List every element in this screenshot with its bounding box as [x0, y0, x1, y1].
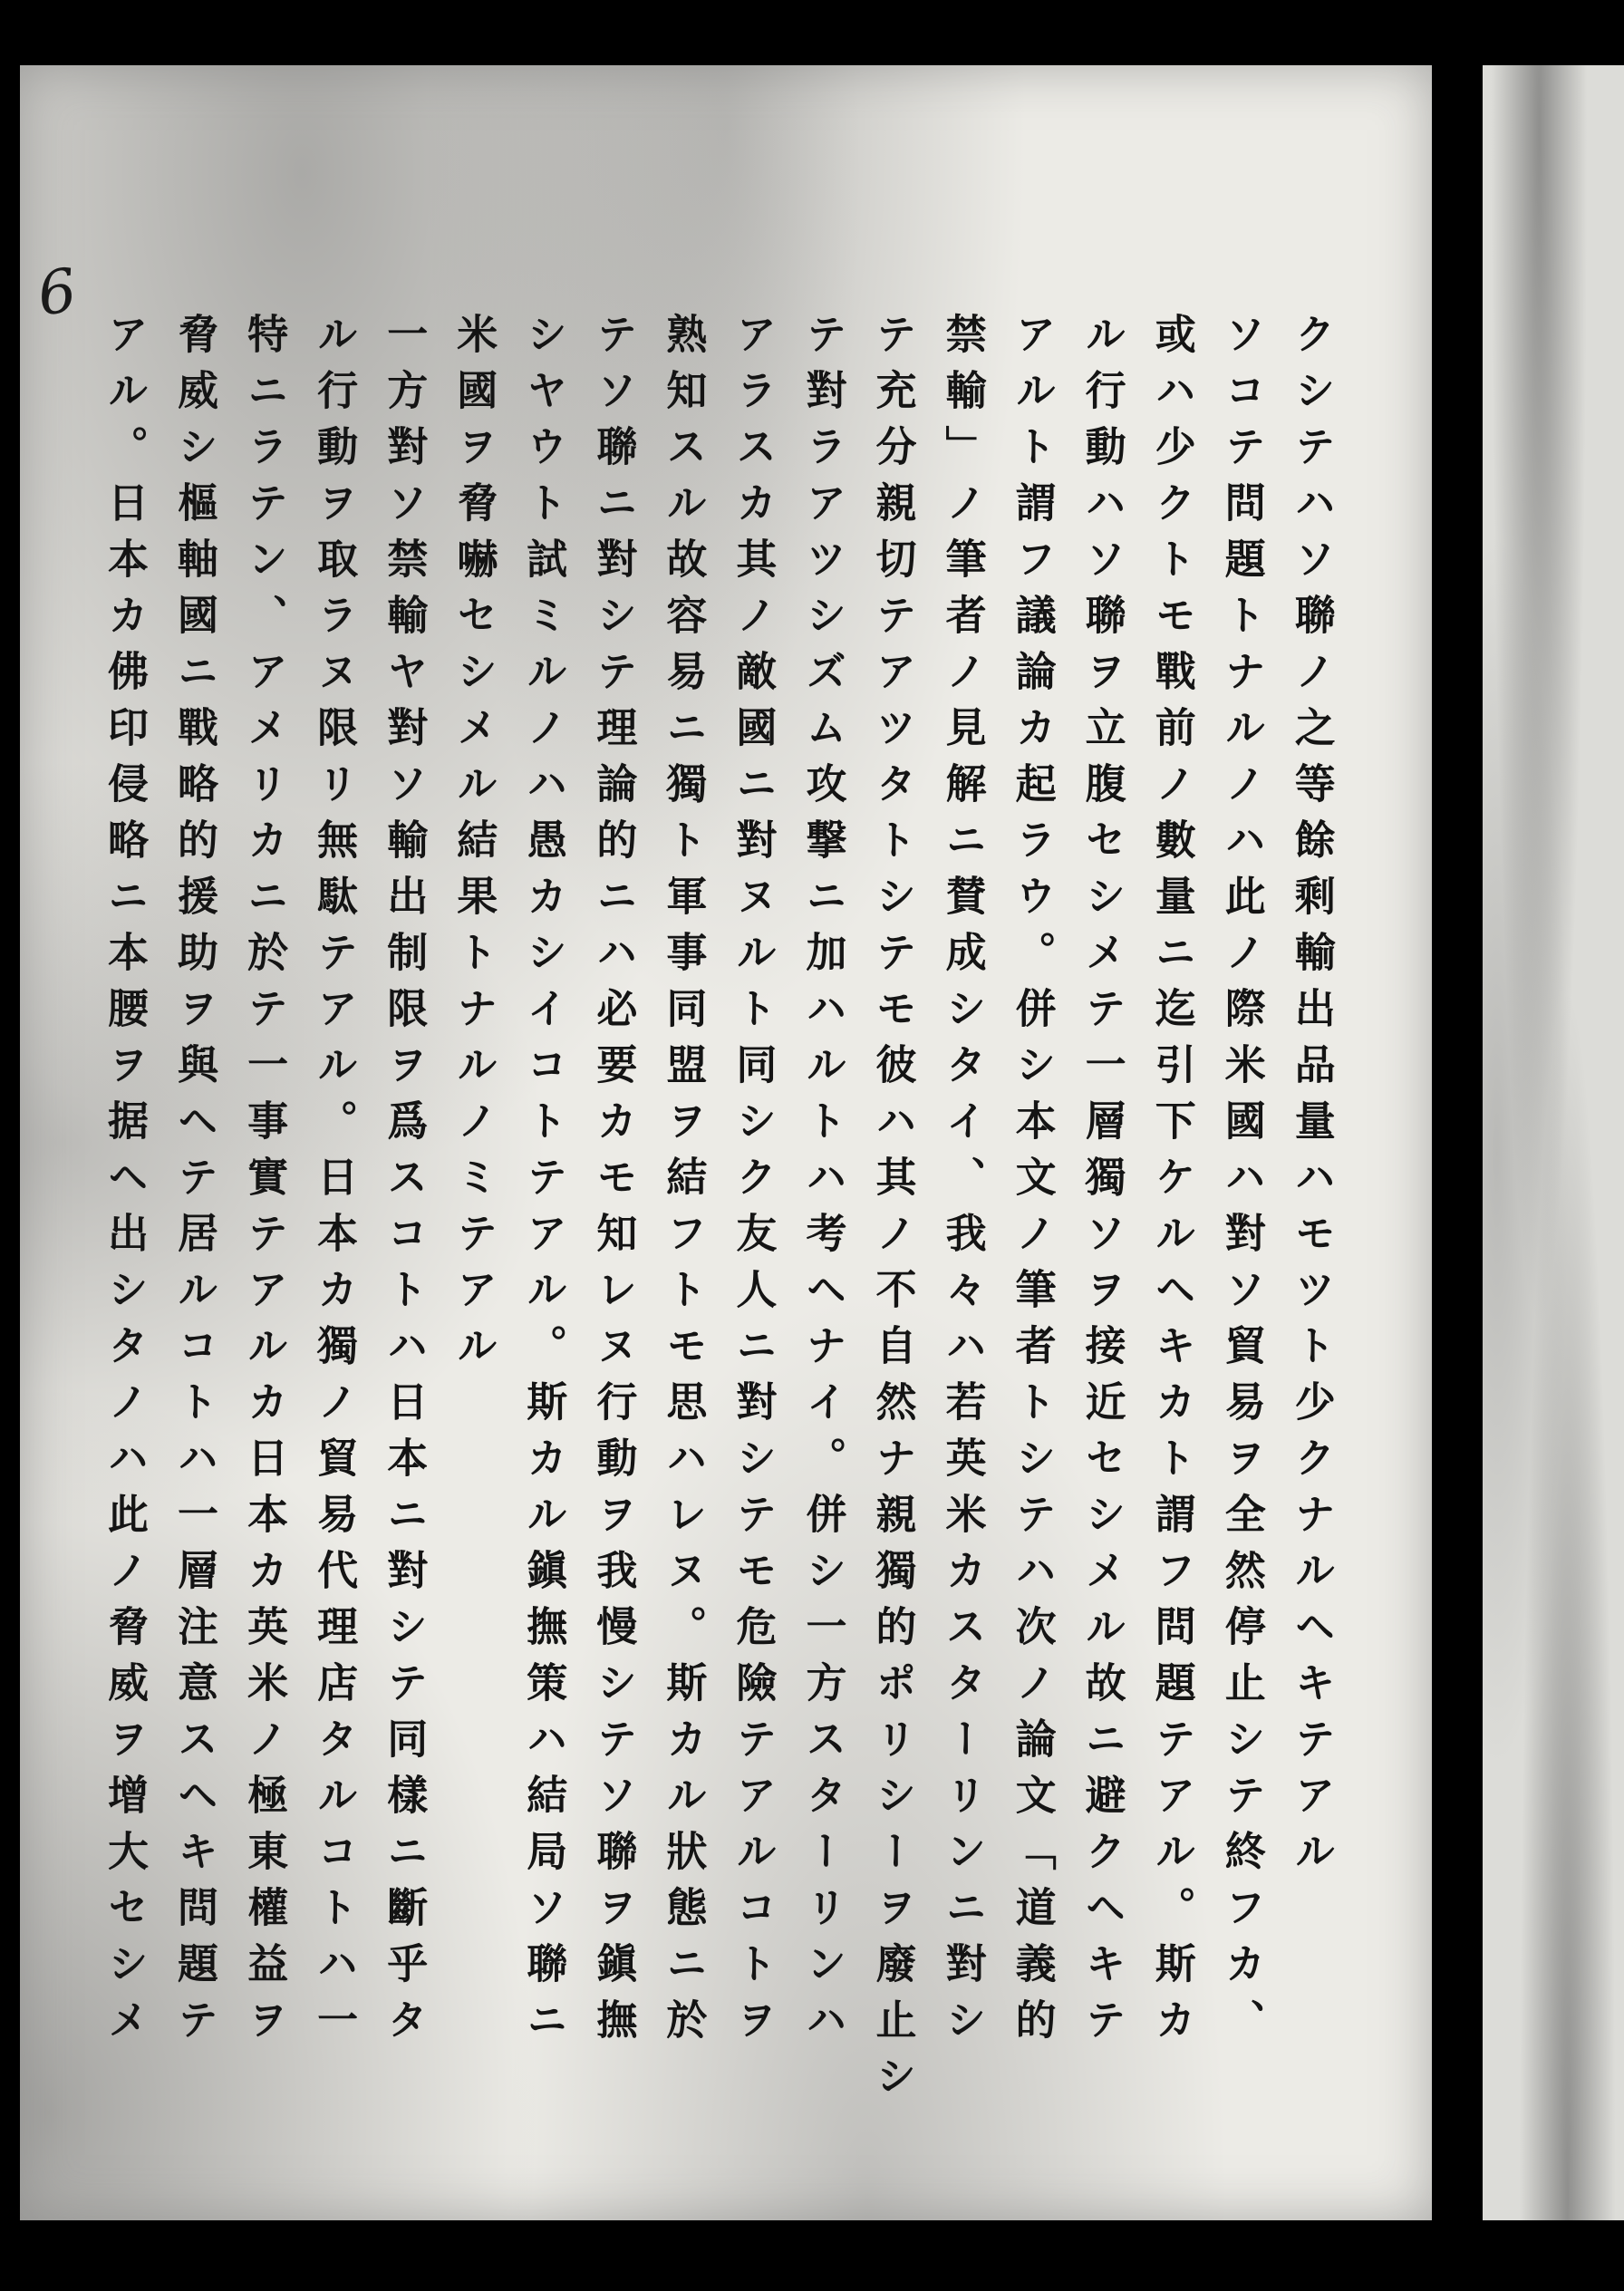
- book-spine: [1432, 65, 1483, 2240]
- scan-frame-top: [0, 0, 1624, 65]
- next-page-edge: [1483, 65, 1624, 2240]
- text-column: 熟知スル故容易ニ獨ト軍事同盟ヲ結フトモ思ハレヌ。斯カル狀態ニ於: [659, 313, 708, 2054]
- text-column: 米國ヲ脅嚇セシメル結果トナルノミテアル: [450, 313, 498, 1380]
- text-column: テ充分親切テアツタトシテモ彼ハ其ノ不自然ナ親獨的ポリシーヲ廢止シ: [868, 313, 917, 2111]
- page-number: 6: [33, 255, 82, 330]
- text-column: クシテハソ聯ノ之等餘剩輸出品量ハモツト少クナルヘキテアル: [1287, 313, 1336, 1886]
- text-column: テソ聯ニ對シテ理論的ニハ必要カモ知レヌ行動ヲ我慢シテソ聯ヲ鎭撫: [589, 313, 638, 2054]
- text-column: テ對ラアツシズム攻撃ニ加ハルトハ考ヘナイ。併シ一方スターリンハ: [798, 313, 847, 2054]
- text-column: 禁輸」ノ筆者ノ見解ニ賛成シタイ、我々ハ若英米カスターリンニ對シ: [938, 313, 987, 2054]
- text-column: ル行動ヲ取ラヌ限リ無駄テアル。日本カ獨ノ貿易代理店タルコトハ一: [310, 313, 359, 2054]
- text-column: アルト謂フ議論カ起ラウ。併シ本文ノ筆者トシテハ次ノ論文「道義的: [1008, 313, 1057, 2054]
- vertical-text-body: [100, 313, 1336, 2125]
- text-column: アラスカ其ノ敵國ニ對ヌルト同シク友人ニ對シテモ危險テアルコトヲ: [729, 313, 778, 2054]
- text-column: シヤウト試ミルノハ愚カシイコトテアル。斯カル鎭撫策ハ結局ソ聯ニ: [519, 313, 568, 2054]
- scan-frame-bottom: [0, 2220, 1624, 2291]
- text-column: アル。日本カ佛印侵略ニ本腰ヲ据ヘ出シタノハ此ノ脅威ヲ增大セシメ: [101, 313, 149, 2054]
- text-column: 或ハ少クトモ戰前ノ數量ニ迄引下ケルヘキカト謂フ問題テアル。斯カ: [1147, 313, 1196, 2054]
- text-column: ソコテ問題トナルノハ此ノ際米國ハ對ソ貿易ヲ全然停止シテ終フカ、: [1217, 313, 1266, 2054]
- text-column: 一方對ソ禁輸ヤ對ソ輸出制限ヲ爲スコトハ日本ニ對シテ同樣ニ斷乎タ: [380, 313, 429, 2054]
- text-column: 特ニラテン、アメリカニ於テ一事實テアルカ日本カ英米ノ極東權益ヲ: [240, 313, 289, 2054]
- text-column: 脅威シ樞軸國ニ戰略的援助ヲ與ヘテ居ルコトハ一層注意スヘキ問題テ: [170, 313, 219, 2054]
- text-column: ル行動ハソ聯ヲ立腹セシメテ一層獨ソヲ接近セシメル故ニ避クヘキテ: [1078, 313, 1126, 2054]
